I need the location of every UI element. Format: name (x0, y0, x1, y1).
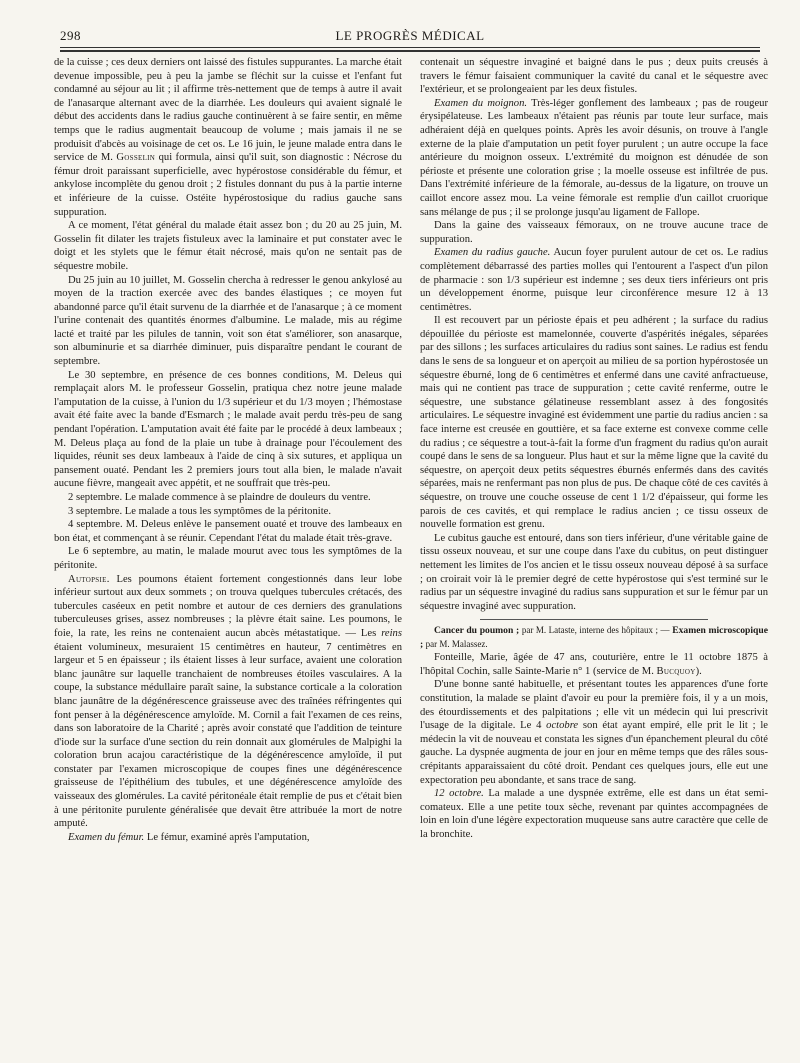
autopsy-paragraph: Autopsie. Les poumons étaient fortement congestionnés dans leur lobe inférieur surtout aux deux sommets ; on trouva quelques tubercules crétacés, des tubercules caséeux en petit nombre et autour de ces derniers des granulations tuberculeuses grises, assez nombreuses ; la plèvre était saine. Les poumons, le foie, la rate, les reins ne contenaient aucun abcès métastatique. — Les reins étaient volumineux, mesuraient 15 centimètres en hauteur, 7 centimètres en largeur et 5 en épaisseur ; ils étaient lisses à leur surface, avaient une coloration blanc jaunâtre sur laquelle tranchaient de nombreuses étoiles vasculaires. A la coupe, la substance médullaire paraît saine, la substance corticale a la coloration blanc jaunâtre de la dégénérescence graisseuse avec des traînées réfringentes qui font penser à la dégénérescence amyloïde. M. Cornil a fait l'examen de ces reins, dans son laboratoire de la Charité ; après avoir constaté que l'addition de teinture d'iode sur la surface d'une section du rein donnait aux glomérules de Malpighi la coloration brun acajou caractéristique de la dégénérescence amyloïde, il put constater par l'examen microscopique de coupes fines une dégénérescence graisseuse de l'épithélium des tubules, et une dégénérescence amyloïde des vaisseaux des glomérules. La cavité péritonéale était remplie de pus et c'était bien à une péritonite purulente généralisée que devait être attribuée la mort de notre amputé. (54, 573, 402, 830)
case-heading: Cancer du poumon ; par M. Lataste, interne des hôpitaux ; — Examen microscopique ; par M. Malassez. (420, 625, 768, 650)
paragraph: D'une bonne santé habituelle, et présentant toutes les apparences d'une forte constitution, la malade se plaint d'avoir eu pour la première fois, il y a un mois, des étourdissements et des palpitations ; elle vit un médecin qui lui prescrivit l'usage de la digitale. Le 4 octobre son état ayant empiré, elle prit le lit ; le médecin la vit de nouveau et constata les signes d'un épanchement pleural du côté gauche. La dyspnée augmenta de jour en jour en même temps que des râles sous-crépitants apparaissaient du côté droit. Pendant ces quelques jours, elle eut une expectoration peu abondante, et sans trace de sang. (420, 679, 768, 786)
header-rule (60, 47, 760, 48)
page-number: 298 (60, 28, 81, 43)
section-label: Autopsie. (68, 573, 110, 585)
journal-title: LE PROGRÈS MÉDICAL (335, 28, 485, 43)
paragraph: A ce moment, l'état général du malade était assez bon ; du 20 au 25 juin, M. Gosselin fit dilater les trajets fistuleux avec la laminaire et put constater avec le doigt et les stylets que le fémur était nécrosé, mais qu'on ne sentait pas de séquestre mobile. (54, 220, 402, 272)
paragraph: contenait un séquestre invaginé et baigné dans le pus ; deux puits creusés à travers le fémur faisaient communiquer la cavité du canal et le séquestre avec l'extérieur, et se prolongeaient par les deux fistules. (420, 57, 768, 96)
paragraph: Dans la gaine des vaisseaux fémoraux, on ne trouve aucune trace de suppuration. (420, 220, 768, 245)
paragraph: de la cuisse ; ces deux derniers ont laissé des fistules suppurantes. La marche était devenue impossible, peu à peu la jambe se fléchit sur la cuisse et l'enfant fut condamné au séjour au lit ; il affirme très-nettement que de temps à autre il avait de l'anasarque alternant avec de la diarrhée. Les douleurs qui avaient signalé le début des accidents dans le radius gauche continuèrent à se faire sentir, en même temps que le radius augmentait beaucoup de volume ; mais jamais il ne se produisit d'abcès au voisinage de cet os. Le 16 juin, le jeune malade entra dans le service de M. Gosselin qui formula, ainsi qu'il suit, son diagnostic : Nécrose du fémur droit paraissant superficielle, avec hypérostose considérable du fémur, et ankylose incomplète du genou droit ; 2 fistules donnant du pus à la partie interne et inférieure de la cuisse. Ostéite hypérostosique du radius gauche sans suppuration. (54, 57, 402, 218)
femur-paragraph: Examen du fémur. Le fémur, examiné après l'amputation, (68, 831, 310, 843)
paragraph: Le cubitus gauche est entouré, dans son tiers inférieur, d'une véritable gaine de tissu osseux nouveau, et sur une coupe dans l'axe du cubitus, on peut distinguer nettement les limites de l'os ancien et le tissu osseux nouveau déposé à sa surface ; on croirait voir là le premier degré de cette hypérostose qui s'est terminé sur le radius par un séquestre invaginé du radius sans suppuration et sur le fémur par un séquestre invaginé avec suppuration. (420, 532, 768, 612)
paragraph: Le 30 septembre, en présence de ces bonnes conditions, M. Deleus qui remplaçait alors M. le professeur Gosselin, pratiqua chez notre jeune malade l'amputation de la cuisse, à l'union du 1/3 supérieur et du 1/3 moyen ; l'hémostase avait été faite avec la bande d'Esmarch ; le malade avait perdu très-peu de sang pendant l'opération. L'amputation avait été faite par le procédé à deux lambeaux ; M. Deleus plaça au fond de la plaie un tube à drainage pour l'écoulement des liquides, réunit ses deux lambeaux à l'aide de cinq à six sutures, et appliqua un pansement ouaté. Pendant les 2 premiers jours tout alla bien, le malade n'avait aucune fièvre, mangeait avec appétit, et ne souffrait que très-peu. (54, 369, 402, 490)
paragraph: 2 septembre. Le malade commence à se plaindre de douleurs du ventre. (68, 492, 371, 503)
header-rule-thick (60, 50, 760, 52)
section-label: Examen du moignon. (434, 97, 528, 109)
page-header (60, 28, 760, 46)
paragraph: Fonteille, Marie, âgée de 47 ans, couturière, entre le 11 octobre 1875 à l'hôpital Cochin, salle Sainte-Marie n° 1 (service de M. Bucquoy). (420, 652, 768, 677)
paragraph: 3 septembre. Le malade a tous les symptômes de la péritonite. (68, 505, 332, 517)
stump-paragraph: Examen du moignon. Très-léger gonflement des lambeaux ; pas de rougeur érysipélateuse. Les lambeaux n'étaient pas réunis par toute leur surface, mais adhéraient déjà en quelques points. Après les avoir désunis, on trouve à l'angle externe de la plaie d'amputation un petit foyer purulent ; un autre occupe la face antérieure du moignon osseux. L'extrémité du moignon est dénudée de son périoste et présente une coloration grise ; la moelle osseuse est infiltrée de pus. Dans l'extrémité inférieure de la fémorale, au-dessus de la ligature, on trouve un caillot encore assez mou. La veine fémorale est remplie d'un caillot cruorique sans mélange de pus ; il se prolonge jusqu'au ligament de Fallope. (420, 97, 768, 218)
paragraph: Du 25 juin au 10 juillet, M. Gosselin chercha à redresser le genou ankylosé au moyen de la traction exercée avec des bandes élastiques ; ce moyen fut abandonné parce qu'il était survenu de la diarrhée et de l'anasarque ; à ce moment l'urine contenait des quantités énormes d'albumine. Le malade, mis au régime lacté et traité par les pilules de tannin, voit son état s'améliorer, son anasarque, son albuminurie et sa diarrhée diminuer, puis disparaître pendant le courant de septembre. (54, 274, 402, 368)
paragraph: Le 6 septembre, au matin, le malade mourut avec tous les symptômes de la péritonite. (54, 546, 402, 571)
section-label: Examen du fémur. (68, 831, 145, 843)
paragraph: 4 septembre. M. Deleus enlève le pansement ouaté et trouve des lambeaux en bon état, et commençant à se réunir. Cependant l'état du malade était très-grave. (54, 519, 402, 544)
section-label: Examen du radius gauche. (434, 247, 551, 259)
radius-paragraph: Examen du radius gauche. Aucun foyer purulent autour de cet os. Le radius complètement débarrassé des parties molles qui l'entourent a l'aspect d'un pilon de pharmacie : son 1/3 supérieur est indemne ; ses deux tiers inférieurs ont pris un développement énorme, puisque leur circonférence mesure 12 à 13 centimètres. (420, 247, 768, 313)
paragraph: 12 octobre. La malade a une dyspnée extrême, elle est dans un état semi-comateux. Elle a une petite toux sèche, revenant par quintes accompagnées de loin en loin d'une légère expectoration muqueuse sans autre caractère que celle de la bronchite. (420, 788, 768, 840)
paragraph: Il est recouvert par un périoste épais et peu adhérent ; la surface du radius dépouillée du périoste est mamelonnée, couverte d'aspérités inégales, séparées par des sillons ; les surfaces articulaires du radius sont saines. Le radius est fendu dans le sens de sa longueur et on aperçoit au milieu de sa portion hypérostosée un séquestre éburné, long de 6 centimètres et enfermé dans une cavité anfractueuse, mais qui ne contient pas trace de suppuration ; cette cavité renferme, outre le séquestre, une substance gélatineuse ressemblant assez à des fongosités articulaires. Le séquestre invaginé est évidemment une partie du radius ancien : sa face interne est creusée en gouttière, et sa face externe est convexe comme celle du radius ; ce séquestre a tout-à-fait la forme d'un fragment du radius qu'on aurait coupé dans le sens de sa longueur. Plus haut et sur la même ligne que la cavité du séquestre, on aperçoit deux petits séquestres éburnés enfermés dans des cavités séparées, mais ne renfermant pas non plus de pus. De chaque côté de ces cavités à séquestre, on trouve une couche osseuse de cent 1 1/2 d'épaisseur, qui forme les parois de ces cavités, et qui remplace le radius ancien ; ce tissu osseux de nouvelle formation est grenu. (420, 315, 768, 531)
section-separator (480, 619, 708, 620)
left-column (54, 56, 402, 1056)
right-column (420, 56, 768, 1056)
